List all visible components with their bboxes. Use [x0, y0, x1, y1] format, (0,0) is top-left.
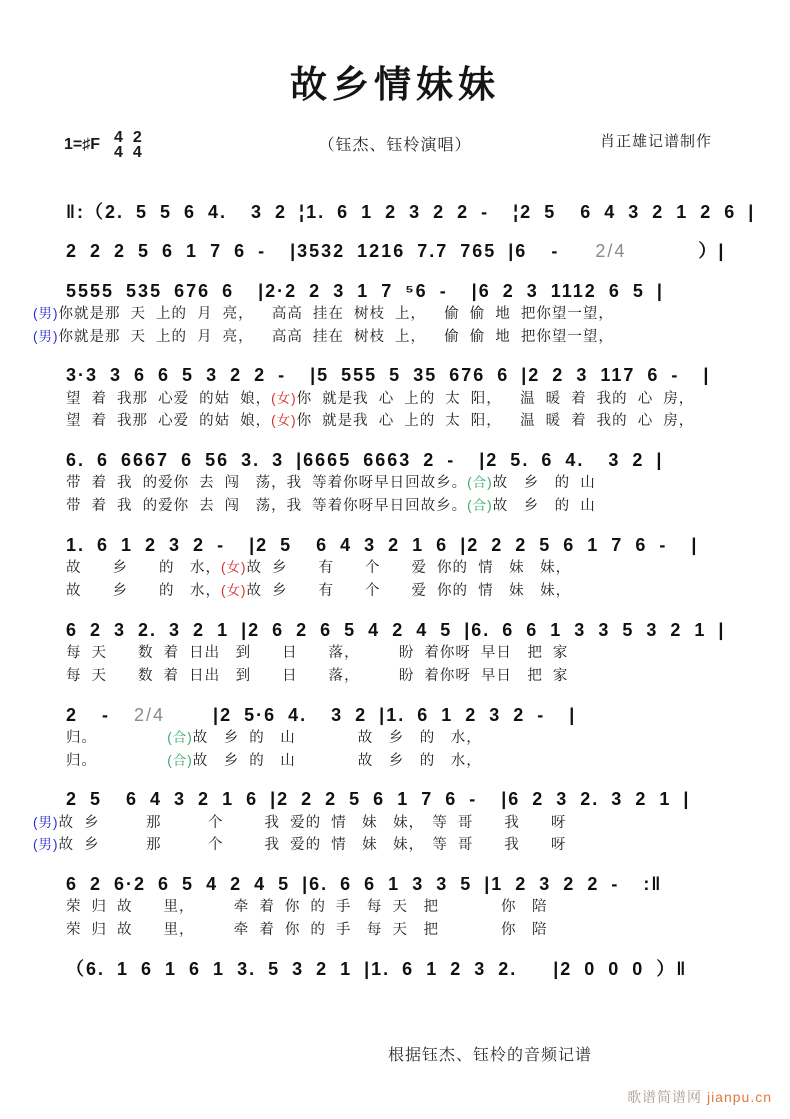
- notes-line: （6. 1 6 1 6 1 3. 5 3 2 1 |1. 6 1 2 3 2. |2 0 0 0 ）‖: [66, 958, 688, 979]
- lyrics-line-verse-1: [33, 813, 750, 835]
- voice-label-male: (男): [33, 814, 59, 830]
- lyrics-line-verse-1: [66, 558, 750, 580]
- notation-system-8: [66, 703, 750, 773]
- lyrics-line-verse-2: [33, 327, 750, 349]
- notes-line: 2 2 2 5 6 1 7 6 - |3532 1216 7.7 765 |6 - 2/4 ）|: [66, 241, 726, 262]
- notes-line: 6. 6 6667 6 56 3. 3 |6665 6663 2 - |2 5. 6 4. 3 2 |: [66, 450, 664, 471]
- notation-system-5: [66, 448, 750, 518]
- lyrics-text: 故 乡 的 水，: [66, 560, 221, 577]
- lyrics-line-verse-2: [66, 751, 750, 773]
- notes-line: 2 5 6 4 3 2 1 6 |2 2 2 5 6 1 7 6 - |6 2 3 2. 3 2 1 |: [66, 789, 691, 810]
- lyrics-text: 你 就是我 心 上的 太 阳， 温 暖 着 我的 心 房，: [296, 413, 695, 430]
- lyrics-line-verse-2: [66, 411, 750, 433]
- voice-label-female: (女): [221, 583, 247, 599]
- notation-system-10: [66, 872, 750, 942]
- voice-label-female: (女): [271, 390, 297, 406]
- voice-label-female: (女): [271, 413, 297, 429]
- lyrics-text: 故 乡 那 个 我 爱的 情 妹 妹， 等 哥 我 呀: [58, 837, 567, 854]
- lyrics-text: 每 天 数 着 日出 到 日 落， 盼 着你呀 早日 把 家: [66, 667, 569, 684]
- score-meta-row: [0, 122, 790, 162]
- meter-change-2-4: 2/4: [595, 241, 627, 262]
- notation-system-4: [66, 363, 750, 433]
- notation-system-7: [66, 618, 750, 688]
- notation-system-3: [33, 279, 750, 349]
- notes-line: ‖:（2. 5 5 6 4. 3 2 ¦1. 6 1 2 3 2 2 - ¦2 5 6 4 3 2 1 2 6 |: [66, 202, 756, 222]
- lyrics-line-verse-1: [66, 389, 750, 411]
- notes-line: 6 2 3 2. 3 2 1 |2 6 2 6 5 4 2 4 5 |6. 6 6 1 3 3 5 3 2 1 |: [66, 619, 726, 640]
- lyrics-line-verse-1: [66, 643, 750, 665]
- notes-line: 1. 6 1 2 3 2 - |2 5 6 4 3 2 1 6 |2 2 2 5 6 1 7 6 - |: [66, 534, 699, 555]
- voice-label-male: (男): [33, 305, 59, 321]
- lyrics-line-verse-1: [66, 473, 750, 495]
- lyrics-line-verse-2: [66, 496, 750, 518]
- voice-label-male: (男): [33, 328, 59, 344]
- lyrics-text: 荣 归 故 里， 牵 着 你 的 手 每 天 把 你 陪: [66, 922, 548, 939]
- lyrics-text: 归。: [66, 729, 168, 746]
- lyrics-text: 荣 归 故 里， 牵 着 你 的 手 每 天 把 你 陪: [66, 899, 548, 916]
- score: [33, 200, 756, 996]
- lyrics-line-verse-2: [33, 835, 750, 857]
- notes-line: 6 2 6·2 6 5 4 2 4 5 |6. 6 6 1 3 3 5 |1 2 3 2 2 - :‖: [66, 874, 663, 895]
- notes-line: 5555 535 676 6 |2·2 2 3 1 7 ⁵6 - |6 2 3 1112 6 5 |: [66, 280, 664, 301]
- lyrics-text: 你就是那 天 上的 月 亮， 高高 挂在 树枝 上， 偷 偷 地 把你望一望，: [58, 305, 614, 322]
- lyrics-text: 故 乡 的 水，: [66, 583, 221, 600]
- watermark: [627, 1087, 772, 1107]
- lyrics-line-verse-2: [66, 666, 750, 688]
- lyrics-line-verse-1: [33, 304, 750, 326]
- lyrics-text: 故 乡 的 山 故 乡 的 水，: [192, 729, 482, 746]
- meter-change-2-4: 2/4: [134, 704, 166, 725]
- watermark-site-url: jianpu.cn: [706, 1089, 772, 1105]
- time-signature-2-4: 2 4: [132, 129, 142, 162]
- voice-label-chorus: (合): [167, 752, 193, 768]
- voice-label-chorus: (合): [467, 498, 493, 514]
- lyrics-line-verse-1: [66, 728, 750, 750]
- time-signature-4-4: 4 4: [114, 129, 123, 162]
- lyrics-text: 带 着 我 的爱你 去 闯 荡，我 等着你呀早日回故乡。: [66, 475, 468, 492]
- notation-system-9: [33, 787, 750, 857]
- voice-label-chorus: (合): [167, 729, 193, 745]
- performers: （钰杰、钰柃演唱）: [318, 137, 472, 154]
- voice-label-female: (女): [221, 560, 247, 576]
- voice-label-chorus: (合): [467, 475, 493, 491]
- lyrics-text: 故 乡 有 个 爱 你的 情 妹 妹，: [246, 583, 572, 600]
- notation-system-11: [66, 957, 750, 981]
- lyrics-line-verse-2: [66, 581, 750, 603]
- lyrics-text: 带 着 我 的爱你 去 闯 荡，我 等着你呀早日回故乡。: [66, 498, 468, 515]
- voice-label-male: (男): [33, 837, 59, 853]
- song-title: 故乡情妹妹: [290, 62, 500, 106]
- lyrics-line-verse-1: [66, 897, 750, 919]
- lyrics-line-verse-2: [66, 920, 750, 942]
- notation-system-1: [66, 200, 756, 224]
- notes-line: 2 - 2/4 |2 5·6 4. 3 2 |1. 6 1 2 3 2 - |: [66, 704, 577, 725]
- notation-system-6: [66, 533, 750, 603]
- lyrics-text: 你 就是我 心 上的 太 阳， 温 暖 着 我的 心 房，: [296, 390, 695, 407]
- notes-line: 3·3 3 6 6 5 3 2 2 - |5 555 5 35 676 6 |2 2 3 117 6 - |: [66, 365, 711, 386]
- lyrics-text: 归。: [66, 752, 168, 769]
- lyrics-text: 故 乡 的 山: [492, 475, 596, 492]
- lyrics-text: 望 着 我那 心爱 的姑 娘，: [66, 413, 272, 430]
- lyrics-text: 故 乡 的 山: [492, 498, 596, 515]
- lyrics-text: 故 乡 有 个 爱 你的 情 妹 妹，: [246, 560, 572, 577]
- watermark-site-name: 歌谱简谱网: [627, 1089, 703, 1105]
- lyrics-text: 望 着 我那 心爱 的姑 娘，: [66, 390, 272, 407]
- lyrics-text: 故 乡 的 山 故 乡 的 水，: [192, 752, 482, 769]
- transcriber: 肖正雄记谱制作: [599, 133, 712, 150]
- lyrics-text: 你就是那 天 上的 月 亮， 高高 挂在 树枝 上， 偷 偷 地 把你望一望，: [58, 328, 614, 345]
- lyrics-text: 故 乡 那 个 我 爱的 情 妹 妹， 等 哥 我 呀: [58, 814, 567, 831]
- notation-system-2: [66, 239, 750, 263]
- lyrics-text: 每 天 数 着 日出 到 日 落， 盼 着你呀 早日 把 家: [66, 645, 569, 662]
- key-signature-text: 1=♯F: [64, 136, 101, 154]
- footer-note: 根据钰杰、钰柃的音频记谱: [387, 1047, 592, 1064]
